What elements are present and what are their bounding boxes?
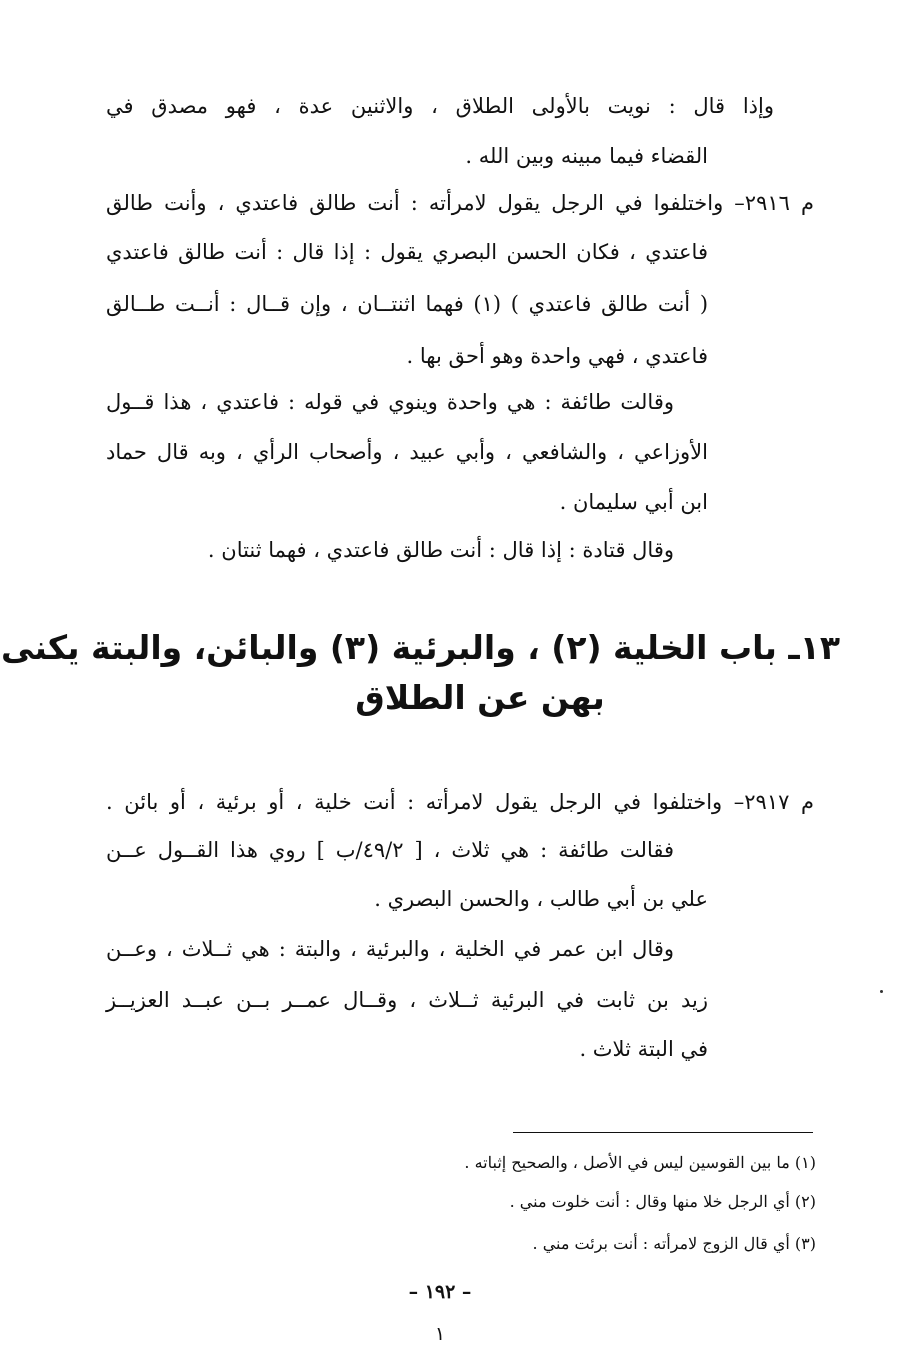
entry-line: م ٢٩١٧– واختلفوا في الرجل يقول لامرأته : أنت خلية ، أو برئية ، أو بائن . — [106, 790, 814, 814]
footnote: (١) ما بين القوسين ليس في الأصل ، والصحيح إثباته . — [464, 1153, 816, 1172]
body-line: وقال ابن عمر في الخلية ، والبرئية ، والبتة : هي ثــلاث ، وعــن — [106, 937, 674, 961]
footnote: (٢) أي الرجل خلا منها وقال : أنت خلوت مني . — [509, 1192, 816, 1211]
chapter-heading-cont: بهن عن الطلاق — [355, 678, 605, 717]
scan-speck — [880, 990, 883, 993]
footnote-separator — [513, 1132, 813, 1133]
body-line: ( أنت طالق فاعتدي ) (١) فهما اثنتــان ، وإن قــال : أنــت طــالق — [106, 292, 709, 316]
footnote: (٣) أي قال الزوج لامرأته : أنت برئت مني . — [532, 1234, 816, 1253]
entry-line: م ٢٩١٦– واختلفوا في الرجل يقول لامرأته : أنت طالق فاعتدي ، وأنت طالق — [106, 191, 814, 215]
body-line: وقال قتادة : إذا قال : أنت طالق فاعتدي ، فهما ثنتان . — [207, 538, 674, 562]
body-line: زيد بن ثابت في البرئية ثــلاث ، وقــال عمــر بــن عبــد العزيــز — [106, 988, 708, 1012]
body-line: علي بن أبي طالب ، والحسن البصري . — [374, 887, 708, 911]
body-line: فقالت طائفة : هي ثلاث ، [ ٤٩/٢/ب ] روي هذا القــول عــن — [106, 838, 675, 862]
body-line: فاعتدي ، فهي واحدة وهو أحق بها . — [406, 344, 708, 368]
body-line: ابن أبي سليمان . — [559, 490, 708, 514]
body-line: وقالت طائفة : هي واحدة وينوي في قوله : فاعتدي ، هذا قــول — [106, 390, 674, 414]
body-line: القضاء فيما مبينه وبين الله . — [465, 144, 708, 168]
bottom-mark: ١ — [434, 1323, 446, 1345]
chapter-heading: ١٣ـ باب الخلية (٢) ، والبرئية (٣) والبائن، والبتة يكنى — [1, 628, 840, 667]
body-line: فاعتدي ، فكان الحسن البصري يقول : إذا قال : أنت طالق فاعتدي — [106, 240, 708, 264]
body-line: وإذا قال : نويت بالأولى الطلاق ، والاثنين عدة ، فهو مصدق في — [106, 94, 774, 118]
page-number: – ١٩٢ – — [408, 1281, 472, 1303]
body-line: في البتة ثلاث . — [579, 1037, 708, 1061]
body-line: الأوزاعي ، والشافعي ، وأبي عبيد ، وأصحاب الرأي ، وبه قال حماد — [106, 440, 708, 464]
